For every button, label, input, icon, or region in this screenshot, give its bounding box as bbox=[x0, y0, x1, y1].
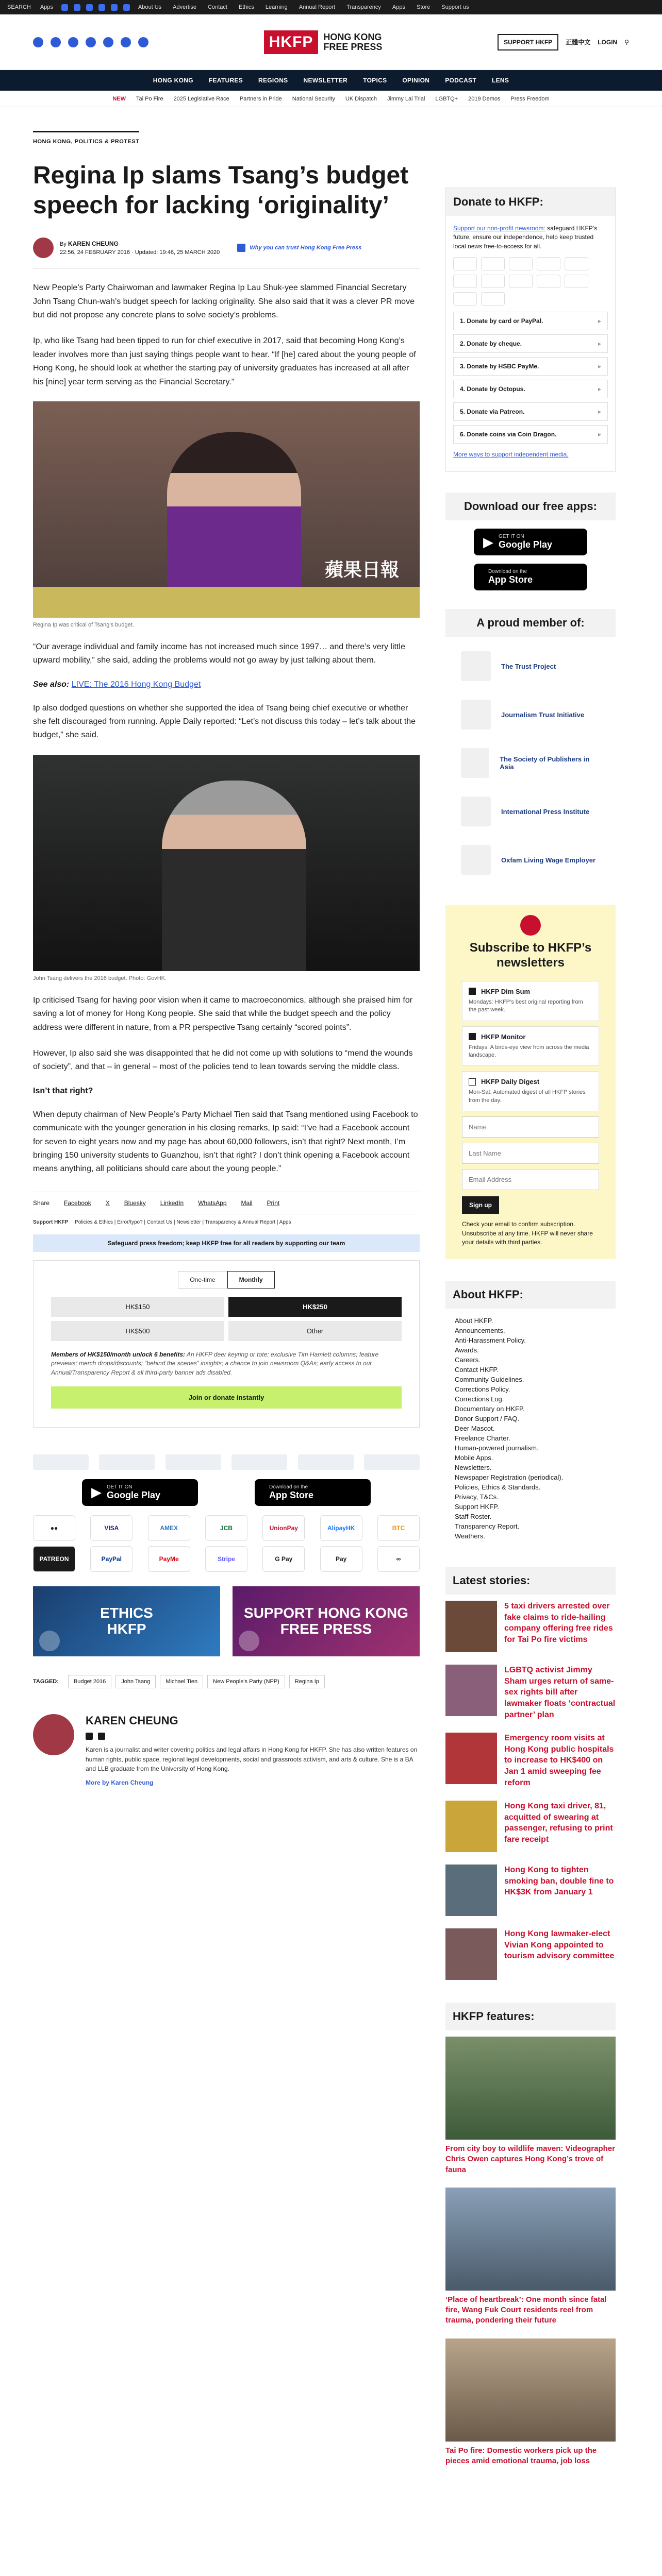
figure-regina-ip bbox=[33, 401, 420, 628]
partner-logo[interactable] bbox=[166, 1454, 221, 1470]
about-link[interactable]: Mobile Apps. bbox=[455, 1454, 493, 1462]
about-link[interactable]: Freelance Charter. bbox=[455, 1434, 510, 1443]
bell-icon bbox=[520, 915, 541, 936]
facebook-icon[interactable] bbox=[74, 4, 80, 11]
partner-logos bbox=[33, 1454, 420, 1470]
threads-icon[interactable] bbox=[86, 37, 96, 47]
login-link[interactable]: LOGIN bbox=[598, 38, 618, 46]
paragraph: When deputy chairman of New People’s Party Michael Tien said that Tsang mentioned using Facebook to communicate with the younger generation in his closing remarks, Ip said: “I’ve had a Facebook account for seven to eight years now and my page has about 60,000 followers, isn’t that right? Next month, I’m bringing 150 university students to Guanzhou, isn’t that right? I don’t think opening a Facebook account means anything, all politicians should care about the young people.” bbox=[33, 1110, 418, 1174]
donation-widget bbox=[33, 1260, 420, 1428]
more-ways-link[interactable]: More ways to support independent media. bbox=[453, 451, 569, 459]
donate-option[interactable]: 3. Donate by HSBC PayMe. ▸ bbox=[453, 357, 608, 376]
topbar-link-learning[interactable]: Learning bbox=[265, 4, 288, 10]
app-store-buttons bbox=[33, 1479, 420, 1506]
nav-lens[interactable]: LENS bbox=[491, 77, 509, 84]
latest-stories bbox=[445, 1567, 616, 1986]
about-link[interactable]: Human-powered journalism. bbox=[455, 1444, 539, 1452]
shield-icon bbox=[237, 244, 245, 252]
author-name[interactable]: KAREN CHEUNG bbox=[68, 240, 119, 247]
about-link[interactable]: Transparency Report. bbox=[455, 1522, 520, 1531]
about-link[interactable]: Awards. bbox=[455, 1346, 479, 1354]
member-title: A proud member of: bbox=[445, 609, 616, 637]
partner-logo[interactable] bbox=[99, 1454, 155, 1470]
newsletter-option[interactable]: HKFP Dim Sum Mondays: HKFP’s best original reporting from the past week. bbox=[462, 981, 599, 1021]
freq-monthly[interactable]: Monthly bbox=[227, 1271, 275, 1289]
trending-bar bbox=[0, 91, 662, 107]
photo-watermark: 蘋果日報 bbox=[324, 558, 399, 580]
google-play-button[interactable]: ▶ GET IT ON Google Play bbox=[82, 1479, 198, 1506]
trend-link[interactable]: 2019 Demos bbox=[468, 95, 501, 102]
new-badge: NEW bbox=[112, 95, 126, 102]
about-link[interactable]: Staff Roster. bbox=[455, 1513, 492, 1521]
donate-option[interactable]: 6. Donate coins via Coin Dragon. ▸ bbox=[453, 425, 608, 444]
footer-link[interactable]: Error/typo? bbox=[117, 1219, 143, 1225]
share-whatsapp[interactable]: WhatsApp bbox=[198, 1199, 227, 1207]
last-name-field[interactable]: Last Name bbox=[462, 1143, 599, 1164]
tag[interactable]: Michael Tien bbox=[160, 1675, 203, 1688]
donate-option[interactable]: 4. Donate by Octopus. ▸ bbox=[453, 380, 608, 398]
twitter-icon[interactable] bbox=[61, 4, 68, 11]
trend-link[interactable]: Tai Po Fire bbox=[136, 95, 163, 102]
payment-logo: Pay bbox=[320, 1546, 362, 1572]
tag[interactable]: Regina Ip bbox=[289, 1675, 325, 1688]
member-logo[interactable]: The Society of Publishers in Asia bbox=[445, 739, 616, 787]
nav-topics[interactable]: TOPICS bbox=[363, 77, 387, 84]
share-facebook[interactable]: Facebook bbox=[64, 1199, 91, 1207]
paragraph: Ip criticised Tsang for having poor vision when it came to macroeconomics, although she praised him for saving a lot of money for Hong Kong people. She said that while the budget speech and the policy address were different in nature, from a PR perspective Tsang certainly “scored points”. bbox=[33, 995, 413, 1032]
mail-icon[interactable] bbox=[138, 37, 148, 47]
payment-logo: JCB bbox=[205, 1515, 247, 1541]
photo-caption: Regina Ip was critical of Tsang’s budget. bbox=[33, 621, 134, 628]
author-box-name[interactable]: KAREN CHEUNG bbox=[86, 1714, 178, 1727]
tag[interactable]: New People's Party (NPP) bbox=[207, 1675, 285, 1688]
topbar-link-ethics[interactable]: Ethics bbox=[238, 4, 254, 10]
share-x[interactable]: X bbox=[105, 1199, 110, 1207]
story-item[interactable]: Emergency room visits at Hong Kong public hospitals to increase to HK$400 on Jan 1 amid sweeping fee reform bbox=[445, 1726, 616, 1794]
app-store-button[interactable]: Download on the App Store bbox=[474, 564, 587, 590]
photo-john-tsang bbox=[33, 755, 420, 971]
nav-regions[interactable]: REGIONS bbox=[258, 77, 288, 84]
footer-link[interactable]: Apps bbox=[279, 1219, 291, 1225]
footer-link[interactable]: Contact Us bbox=[146, 1219, 173, 1225]
about-widget bbox=[445, 1281, 616, 1548]
author-avatar[interactable] bbox=[33, 1714, 74, 1755]
tag-list: TAGGED: Budget 2016 John Tsang Michael Tien New People's Party (NPP) Regina Ip bbox=[33, 1675, 420, 1688]
member-logo[interactable]: International Press Institute bbox=[445, 787, 616, 836]
social-icons bbox=[53, 4, 138, 11]
see-also-link[interactable]: LIVE: The 2016 Hong Kong Budget bbox=[71, 680, 201, 689]
payment-logo: BTC bbox=[377, 1515, 420, 1541]
article-category[interactable]: HONG KONG, POLITICS & PROTEST bbox=[33, 131, 139, 145]
about-link[interactable]: Donor Support / FAQ. bbox=[455, 1415, 520, 1423]
sidebar bbox=[445, 107, 616, 2472]
tag[interactable]: John Tsang bbox=[115, 1675, 156, 1688]
share-label: Share bbox=[33, 1199, 50, 1207]
checkbox[interactable] bbox=[469, 1078, 476, 1086]
top-bar bbox=[0, 0, 662, 14]
play-icon: ▶ bbox=[91, 1484, 102, 1500]
payment-logo: VISA bbox=[90, 1515, 133, 1541]
x-icon[interactable] bbox=[86, 1733, 93, 1740]
newsletter-option[interactable]: HKFP Monitor Fridays: A birds-eye view from across the media landscape. bbox=[462, 1026, 599, 1066]
telegram-icon[interactable] bbox=[111, 4, 118, 11]
topbar-link-apps[interactable]: Apps bbox=[392, 4, 405, 10]
figure-john-tsang bbox=[33, 755, 420, 981]
story-item[interactable]: Hong Kong lawmaker-elect Vivian Kong appointed to tourism advisory committee bbox=[445, 1922, 616, 1986]
telegram-icon[interactable] bbox=[121, 37, 131, 47]
about-link[interactable]: Corrections Log. bbox=[455, 1395, 504, 1403]
trend-link[interactable]: Partners in Pride bbox=[239, 95, 282, 102]
share-bar bbox=[33, 1192, 420, 1214]
mail-icon[interactable] bbox=[123, 4, 130, 11]
footer-link[interactable]: Policies & Ethics bbox=[75, 1219, 113, 1225]
paragraph: “Our average individual and family income has not increased much since 1997… and there’s very little upward mobility,” she said, adding the problems would not go away by just talking about them. bbox=[33, 642, 405, 665]
share-linkedin[interactable]: LinkedIn bbox=[160, 1199, 184, 1207]
trend-link[interactable]: National Security bbox=[292, 95, 335, 102]
about-link[interactable]: Newsletters. bbox=[455, 1464, 492, 1472]
feature-item[interactable]: ‘Place of heartbreak’: One month since fatal fire, Wang Fuk Court residents reel from trauma, pondering their future bbox=[445, 2181, 616, 2332]
topbar-link-contact[interactable]: Contact bbox=[208, 4, 227, 10]
member-logo[interactable]: The Trust Project bbox=[445, 642, 616, 690]
ethics-banner[interactable]: ETHICS HKFP bbox=[33, 1586, 220, 1656]
youtube-icon[interactable] bbox=[98, 4, 105, 11]
lang-switch[interactable]: 正體中文 bbox=[566, 39, 591, 46]
donate-intro-link[interactable]: Support our non-profit newsroom: bbox=[453, 225, 545, 232]
about-link[interactable]: About HKFP. bbox=[455, 1317, 493, 1325]
footer-link[interactable]: Support HKFP bbox=[33, 1219, 69, 1225]
trend-link[interactable]: Jimmy Lai Trial bbox=[387, 95, 425, 102]
member-logo[interactable]: Oxfam Living Wage Employer bbox=[445, 836, 616, 884]
donate-payment-icons bbox=[446, 251, 615, 312]
topbar-link-store[interactable]: Store bbox=[417, 4, 431, 10]
payment-logo: UnionPay bbox=[262, 1515, 305, 1541]
trend-link[interactable]: 2025 Legislative Race bbox=[173, 95, 229, 102]
features-widget bbox=[445, 2003, 616, 2472]
payment-logo: PayMe bbox=[148, 1546, 190, 1572]
nav-features[interactable]: FEATURES bbox=[208, 77, 243, 84]
author-box bbox=[33, 1703, 420, 1798]
topbar-link-advertise[interactable]: Advertise bbox=[173, 4, 197, 10]
feature-item[interactable]: From city boy to wildlife maven: Videographer Chris Owen captures Hong Kong’s trove of fauna bbox=[445, 2030, 616, 2181]
amount-option[interactable]: HK$150 bbox=[51, 1297, 224, 1317]
amount-option[interactable]: HK$500 bbox=[51, 1321, 224, 1341]
checkbox-checked[interactable] bbox=[469, 988, 476, 995]
trend-link[interactable]: UK Dispatch bbox=[345, 95, 377, 102]
paragraph: Ip also dodged questions on whether she supported the idea of Tsang being chief executive or whether she felt discouraged from running. Apple Daily reported: “Let’s not discuss this today – let’s talk about the budget,” she said. bbox=[33, 703, 416, 740]
story-item[interactable]: Hong Kong taxi driver, 81, acquitted of swearing at passenger, refusing to print fare receipt bbox=[445, 1794, 616, 1858]
join-donate-button[interactable]: Join or donate instantly bbox=[51, 1386, 402, 1409]
member-logo[interactable]: Journalism Trust Initiative bbox=[445, 690, 616, 739]
paragraph: New People’s Party Chairwoman and lawmaker Regina Ip Lau Shuk-yee slammed Financial Secretary John Tsang Chun-wah’s budget speech for lacking originality. She also said that it was a clever PR move but did not propose any concrete plans to solve society’s problems. bbox=[33, 283, 415, 319]
feature-item[interactable]: Tai Po fire: Domestic workers pick up the pieces amid emotional trauma, job loss bbox=[445, 2332, 616, 2473]
payment-logo: Stripe bbox=[205, 1546, 247, 1572]
newsletter-signup bbox=[445, 905, 616, 1259]
mail-icon[interactable] bbox=[98, 1733, 105, 1740]
donate-option[interactable]: 1. Donate by card or PayPal. ▸ bbox=[453, 312, 608, 330]
about-link[interactable]: Announcements. bbox=[455, 1327, 505, 1335]
site-logo[interactable]: HKFP HONG KONG FREE PRESS bbox=[264, 30, 383, 54]
story-item[interactable]: 5 taxi drivers arrested over fake claims to ride-hailing company offering free rides for Tai Po fire victims bbox=[445, 1595, 616, 1658]
donate-option[interactable]: 2. Donate by cheque. ▸ bbox=[453, 334, 608, 353]
photo-regina-ip bbox=[33, 401, 420, 618]
support-banner[interactable]: SUPPORT HONG KONG FREE PRESS bbox=[233, 1586, 420, 1656]
main-nav bbox=[0, 70, 662, 91]
topbar-link-transparency[interactable]: Transparency bbox=[346, 4, 381, 10]
octopus-icon: ∞ bbox=[377, 1546, 420, 1572]
promo-banners bbox=[33, 1586, 420, 1656]
paragraph: Ip, who like Tsang had been tipped to run for chief executive in 2017, said that becoming Hong Kong’s leader involves more than just saying things people want to hear. “If [he] cared about the young people of Hong Kong, he should look at whether the starting pay of university graduates has increased at all after his [nine] year term serving as the Financial Secretary.” bbox=[33, 336, 416, 386]
search-icon[interactable]: ⚲ bbox=[624, 38, 629, 46]
newsletter-option[interactable]: HKFP Daily Digest Mon-Sat: Automated digest of all HKFP stories from the day. bbox=[462, 1071, 599, 1111]
nav-newsletter[interactable]: NEWSLETTER bbox=[303, 77, 348, 84]
story-item[interactable]: Hong Kong to tighten smoking ban, double fine to HK$3K from January 1 bbox=[445, 1858, 616, 1922]
topbar-link-annual-report[interactable]: Annual Report bbox=[299, 4, 336, 10]
donate-option[interactable]: 5. Donate via Patreon. ▸ bbox=[453, 402, 608, 421]
about-link[interactable]: Corrections Policy. bbox=[455, 1385, 510, 1394]
signup-button[interactable]: Sign up bbox=[462, 1196, 499, 1214]
donate-title: Donate to HKFP: bbox=[446, 188, 615, 216]
photo-caption: John Tsang delivers the 2016 budget. Photo: GovHK. bbox=[33, 975, 167, 981]
author-bio: Karen is a journalist and writer covering politics and legal affairs in Hong Kong for HKFP. She has also written features on human rights, public space, regional legal developments, social and grassroots activism, and arts & culture. She is a BA and LLB graduate from the University of Hong Kong. bbox=[86, 1745, 418, 1773]
article-title: Regina Ip slams Tsang’s budget speech for lacking ‘originality’ bbox=[33, 162, 409, 219]
about-list bbox=[445, 1309, 616, 1548]
latest-title: Latest stories: bbox=[445, 1567, 616, 1595]
author-avatar[interactable] bbox=[33, 238, 54, 258]
about-link[interactable]: Deer Mascot. bbox=[455, 1425, 495, 1433]
instagram-icon[interactable] bbox=[86, 4, 93, 11]
article-footer-links: Support HKFP Policies & Ethics | Error/typo? | Contact Us | Newsletter | Transparency & Annual Report | Apps bbox=[33, 1219, 291, 1225]
instagram-icon[interactable] bbox=[68, 37, 78, 47]
site-header bbox=[0, 14, 662, 70]
newsletter-note: Check your email to confirm subscription. Unsubscribe at any time. HKFP will never share your details with third parties. bbox=[462, 1221, 593, 1246]
topbar-link-about[interactable]: About Us bbox=[138, 4, 162, 10]
about-link[interactable]: Community Guidelines. bbox=[455, 1376, 524, 1384]
about-link[interactable]: Weathers. bbox=[455, 1532, 486, 1540]
support-hkfp-button[interactable]: SUPPORT HKFP bbox=[498, 34, 558, 50]
article-date: 22:56, 24 FEBRUARY 2016 · Updated: 19:46, 25 MARCH 2020 bbox=[60, 249, 220, 256]
about-link[interactable]: Privacy, T&Cs. bbox=[455, 1493, 499, 1501]
email-field[interactable]: Email Address bbox=[462, 1169, 599, 1190]
tag[interactable]: Budget 2016 bbox=[68, 1675, 111, 1688]
about-link[interactable]: Newspaper Registration (periodical). bbox=[455, 1473, 564, 1482]
payment-logo: PayPal bbox=[90, 1546, 133, 1572]
nav-opinion[interactable]: OPINION bbox=[402, 77, 430, 84]
topbar-link-support[interactable]: Support us bbox=[441, 4, 469, 10]
youtube-icon[interactable] bbox=[103, 37, 113, 47]
partner-logo[interactable] bbox=[364, 1454, 420, 1470]
footer-link[interactable]: Transparency & Annual Report bbox=[205, 1219, 276, 1225]
amount-option-selected[interactable]: HK$250 bbox=[228, 1297, 402, 1317]
member-benefits-note: Members of HK$150/month unlock 6 benefits: An HKFP deer keyring or tote; exclusive Tim Hamlett columns; feature previews; merch drops/discounts; “behind the scenes” insights; a chance to join newsroom Q&As; early access to our Annual/Transparency Report & all third-party banner ads disabled. bbox=[51, 1350, 379, 1376]
nav-hong-kong[interactable]: HONG KONG bbox=[153, 77, 193, 84]
more-by-author-link[interactable]: More by Karen Cheung bbox=[86, 1778, 154, 1786]
about-link[interactable]: Support HKFP. bbox=[455, 1503, 499, 1511]
first-name-field[interactable]: Name bbox=[462, 1116, 599, 1138]
payment-logo: AlipayHK bbox=[320, 1515, 362, 1541]
payment-logo: AMEX bbox=[148, 1515, 190, 1541]
about-link[interactable]: Contact HKFP. bbox=[455, 1366, 499, 1374]
see-also: See also: LIVE: The 2016 Hong Kong Budget bbox=[33, 680, 201, 689]
payment-logo: G Pay bbox=[262, 1546, 305, 1572]
partner-logo[interactable] bbox=[298, 1454, 354, 1470]
checkbox-checked[interactable] bbox=[469, 1033, 476, 1040]
share-print[interactable]: Print bbox=[267, 1199, 280, 1207]
trust-link[interactable]: Why you can trust Hong Kong Free Press bbox=[237, 244, 361, 252]
twitter-icon[interactable] bbox=[33, 37, 43, 47]
story-item[interactable]: LGBTQ activist Jimmy Sham urges return of same-sex rights bill after lawmaker floats ‘contractual partner’ plan bbox=[445, 1658, 616, 1726]
nav-podcast[interactable]: PODCAST bbox=[445, 77, 476, 84]
app-store-button[interactable]: Download on the App Store bbox=[255, 1479, 371, 1506]
safeguard-banner[interactable]: Safeguard press freedom; keep HKFP free for all readers by supporting our team bbox=[33, 1234, 420, 1252]
article-column bbox=[33, 107, 420, 2472]
partner-logo[interactable] bbox=[231, 1454, 287, 1470]
search-link[interactable]: SEARCH bbox=[7, 4, 31, 10]
paragraph: However, Ip also said she was disappointed that he did not come up with solutions to “mend the wounds of society”, and that – in general – most of the policies tend to lean towards serving the middle class. bbox=[33, 1049, 413, 1072]
about-link[interactable]: Documentary on HKFP. bbox=[455, 1405, 525, 1413]
play-icon: ▶ bbox=[483, 534, 493, 550]
byline: By KAREN CHEUNG 22:56, 24 FEBRUARY 2016 · Updated: 19:46, 25 MARCH 2020 Why you can trust Hong Kong Free Press bbox=[33, 238, 420, 269]
facebook-icon[interactable] bbox=[51, 37, 61, 47]
partner-logo[interactable] bbox=[33, 1454, 89, 1470]
mastercard-icon: ●● bbox=[33, 1515, 75, 1541]
apps-link[interactable]: Apps bbox=[40, 4, 53, 10]
footer-link[interactable]: Newsletter bbox=[176, 1219, 201, 1225]
payment-logo: PATREON bbox=[33, 1546, 75, 1572]
share-bluesky[interactable]: Bluesky bbox=[124, 1199, 146, 1207]
trend-link[interactable]: Press Freedom bbox=[510, 95, 550, 102]
trend-link[interactable]: LGBTQ+ bbox=[435, 95, 458, 102]
about-link[interactable]: Careers. bbox=[455, 1356, 481, 1364]
newsletter-title: Subscribe to HKFP’s newsletters bbox=[469, 941, 592, 970]
about-title: About HKFP: bbox=[445, 1281, 616, 1309]
header-social bbox=[33, 37, 148, 47]
subheading: Isn’t that right? bbox=[33, 1086, 93, 1095]
google-play-button[interactable]: ▶ GET IT ON Google Play bbox=[474, 529, 587, 555]
about-link[interactable]: Anti-Harassment Policy. bbox=[455, 1336, 526, 1345]
payment-methods bbox=[33, 1515, 420, 1572]
freq-one-time[interactable]: One-time bbox=[178, 1271, 227, 1289]
amount-option-other[interactable]: Other bbox=[228, 1321, 402, 1341]
about-link[interactable]: Policies, Ethics & Standards. bbox=[455, 1483, 541, 1492]
apps-title: Download our free apps: bbox=[445, 493, 616, 520]
features-title: HKFP features: bbox=[445, 2003, 616, 2030]
share-mail[interactable]: Mail bbox=[241, 1199, 253, 1207]
donate-widget: Donate to HKFP: Support our non-profit newsroom: safeguard HKFP’s future, ensure our independence, help keep trusted local news free-to-access for all. 1. Donate by card or PayPal. ▸ 2. Donate by cheque. ▸ 3. Donate by HSBC PayMe. ▸ 4. Donate by Octopus. ▸ 5. Donate via Patreon. ▸ 6. Donate coins via Coin Dragon. ▸ More ways to support independent media. bbox=[445, 188, 616, 472]
